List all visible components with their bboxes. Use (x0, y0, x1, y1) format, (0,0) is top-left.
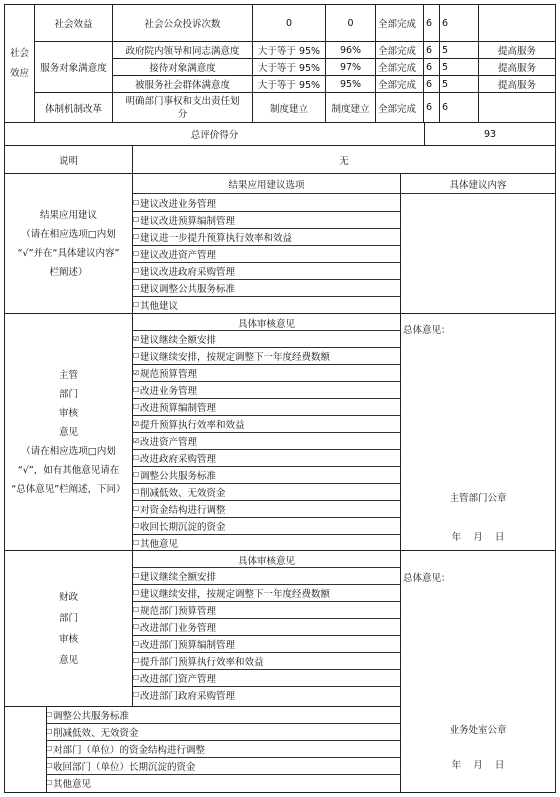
unchecked-box-icon[interactable]: ☐ (133, 401, 140, 412)
option-label: 规范预算管理 (140, 368, 198, 380)
unchecked-box-icon[interactable]: ☐ (133, 638, 140, 649)
weight-cell: 6 (423, 58, 440, 76)
checkbox-option[interactable] (133, 398, 400, 415)
checked-box-icon[interactable]: ☑ (133, 333, 140, 344)
score-cell: 5 (439, 41, 479, 59)
indicator-cell: 接待对象满意度 (112, 58, 253, 76)
checkbox-option[interactable] (133, 432, 400, 449)
unchecked-box-icon[interactable]: ☐ (133, 197, 140, 208)
dept-date: 年 月 日 (451, 532, 505, 543)
finance-bottom-left-blank (4, 706, 47, 793)
checkbox-option[interactable] (133, 669, 400, 686)
finance-side-label: 财政 部门 审核 意见 (4, 550, 133, 707)
target-cell: 大于等于 95% (252, 75, 326, 93)
indicator-cell: 社会公众投诉次数 (112, 4, 253, 42)
status-cell: 全部完成 (375, 75, 424, 93)
unchecked-box-icon[interactable]: ☐ (46, 777, 53, 788)
suggestion-content-header: 具体建议内容 (449, 180, 507, 191)
option-label: 建议继续安排，按规定调整下一年度经费数额 (140, 588, 331, 600)
unchecked-box-icon[interactable]: ☐ (133, 350, 140, 361)
unchecked-box-icon[interactable]: ☐ (133, 214, 140, 225)
unchecked-box-icon[interactable]: ☐ (133, 299, 140, 310)
total-score-value: 93 (424, 122, 556, 146)
unchecked-box-icon[interactable]: ☐ (133, 486, 140, 497)
checkbox-option[interactable] (133, 415, 400, 432)
unchecked-box-icon[interactable]: ☐ (133, 248, 140, 259)
option-label: 对部门（单位）的资金结构进行调整 (53, 744, 206, 756)
unchecked-box-icon[interactable]: ☐ (46, 709, 53, 720)
option-label: 改进业务管理 (140, 385, 198, 397)
unchecked-box-icon[interactable]: ☐ (133, 621, 140, 632)
finance-overall-label: 总体意见： (403, 573, 451, 584)
target-cell: 大于等于 95% (252, 58, 326, 76)
suggestion-side-label: 结果应用建议 （请在相应选项□内划 “√”并在“具体建议内容” 栏阐述） (4, 173, 133, 314)
reason-cell (478, 4, 556, 42)
option-label: 其他建议 (140, 300, 179, 312)
category-satisfaction: 服务对象满意度 (34, 41, 113, 93)
checkbox-option[interactable] (46, 774, 401, 791)
checkbox-option[interactable] (133, 364, 400, 381)
checkbox-option[interactable] (133, 517, 400, 534)
option-label: 改进部门资产管理 (140, 673, 217, 685)
checkbox-option[interactable] (133, 262, 400, 279)
weight-cell: 6 (423, 4, 440, 42)
option-label: 提升预算执行效率和效益 (140, 419, 245, 431)
option-label: 建议继续全额安排 (140, 571, 217, 583)
reason-cell: 提高服务 (478, 75, 556, 93)
option-label: 调整公共服务标准 (53, 710, 130, 722)
unchecked-box-icon[interactable]: ☐ (133, 604, 140, 615)
dept-stamp: 主管部门公章 (449, 493, 507, 504)
target-cell: 大于等于 95% (252, 41, 326, 59)
note-value: 无 (132, 145, 556, 174)
status-cell: 全部完成 (375, 4, 424, 42)
unchecked-box-icon[interactable]: ☐ (133, 265, 140, 276)
note-label: 说明 (4, 145, 133, 174)
finance-header: 具体审核意见 (237, 556, 295, 567)
option-label: 建议继续安排，按规定调整下一年度经费数额 (140, 351, 331, 363)
unchecked-box-icon[interactable]: ☐ (133, 570, 140, 581)
option-label: 改进部门政府采购管理 (140, 690, 236, 702)
checkbox-option[interactable] (133, 567, 400, 584)
option-label: 建议改进预算编制管理 (140, 215, 236, 227)
indicator-cell: 被服务社会群体满意度 (112, 75, 253, 93)
option-label: 对资金结构进行调整 (140, 504, 226, 516)
checkbox-option[interactable] (46, 757, 401, 774)
reason-cell: 提高服务 (478, 41, 556, 59)
checkbox-option[interactable] (133, 686, 400, 703)
checkbox-option[interactable] (133, 466, 400, 483)
group-label-social: 社会 效应 (4, 4, 35, 123)
unchecked-box-icon[interactable]: ☐ (133, 452, 140, 463)
checked-box-icon[interactable]: ☑ (133, 418, 140, 429)
score-cell: 5 (439, 75, 479, 93)
checkbox-option[interactable] (133, 534, 400, 551)
finance-date: 年 月 日 (451, 760, 505, 771)
weight-cell: 6 (423, 75, 440, 93)
option-label: 改进资产管理 (140, 436, 198, 448)
checked-box-icon[interactable]: ☑ (133, 367, 140, 378)
unchecked-box-icon[interactable]: ☐ (133, 384, 140, 395)
option-label: 改进预算编制管理 (140, 402, 217, 414)
checked-box-icon[interactable]: ☑ (133, 435, 140, 446)
option-label: 调整公共服务标准 (140, 470, 217, 482)
option-label: 收回部门（单位）长期沉淀的资金 (53, 761, 196, 773)
option-label: 建议改进业务管理 (140, 198, 217, 210)
checkbox-option[interactable] (133, 245, 400, 262)
checkbox-option[interactable] (46, 723, 401, 740)
option-label: 建议继续全额安排 (140, 334, 217, 346)
weight-cell: 6 (423, 92, 440, 123)
option-label: 建议调整公共服务标准 (140, 283, 236, 295)
option-label: 建议改进资产管理 (140, 249, 217, 261)
actual-cell: 0 (325, 4, 376, 42)
status-cell: 全部完成 (375, 41, 424, 59)
actual-cell: 96% (325, 41, 376, 59)
dept-side-label: 主管 部门 审核 意见 （请在相应选项□内划 “√”，如有其他意见请在 “总体意见”栏阐述，下同） (4, 313, 133, 551)
checkbox-option[interactable] (133, 500, 400, 517)
unchecked-box-icon[interactable]: ☐ (133, 537, 140, 548)
unchecked-box-icon[interactable]: ☐ (46, 743, 53, 754)
option-label: 收回长期沉淀的资金 (140, 521, 226, 533)
unchecked-box-icon[interactable]: ☐ (133, 689, 140, 700)
checkbox-option[interactable] (133, 584, 400, 601)
option-label: 削减低效、无效资金 (53, 727, 139, 739)
indicator-cell: 政府院内领导和同志满意度 (112, 41, 253, 59)
category-social-benefit: 社会效益 (34, 4, 113, 42)
option-label: 提升部门预算执行效率和效益 (140, 656, 264, 668)
option-label: 改进政府采购管理 (140, 453, 217, 465)
checkbox-option[interactable] (133, 635, 400, 652)
unchecked-box-icon[interactable]: ☐ (133, 503, 140, 514)
checkbox-option[interactable] (133, 211, 400, 228)
weight-cell: 6 (423, 41, 440, 59)
checkbox-option[interactable] (133, 618, 400, 635)
checkbox-option[interactable] (133, 194, 400, 211)
checkbox-option[interactable] (133, 296, 400, 313)
checkbox-option[interactable] (133, 449, 400, 466)
actual-cell: 制度建立 (325, 92, 376, 123)
option-label: 其他意见 (140, 538, 179, 550)
option-label: 建议改进政府采购管理 (140, 266, 236, 278)
checkbox-option[interactable] (133, 330, 400, 347)
checkbox-option[interactable] (133, 228, 400, 245)
unchecked-box-icon[interactable]: ☐ (133, 231, 140, 242)
reason-cell (478, 92, 556, 123)
dept-overall-label: 总体意见： (403, 325, 451, 336)
score-cell: 6 (439, 4, 479, 42)
status-cell: 全部完成 (375, 58, 424, 76)
score-cell: 6 (439, 92, 479, 123)
status-cell: 全部完成 (375, 92, 424, 123)
option-label: 规范部门预算管理 (140, 605, 217, 617)
dept-header: 具体审核意见 (237, 319, 295, 330)
unchecked-box-icon[interactable]: ☐ (133, 655, 140, 666)
suggestion-content-box (400, 173, 556, 314)
option-label: 其他意见 (53, 778, 92, 790)
suggestion-options-header: 结果应用建议选项 (228, 180, 305, 191)
option-label: 削减低效、无效资金 (140, 487, 226, 499)
checkbox-option[interactable] (133, 601, 400, 618)
checkbox-option[interactable] (133, 279, 400, 296)
reason-cell: 提高服务 (478, 58, 556, 76)
checkbox-option[interactable] (46, 706, 401, 723)
finance-stamp: 业务处室公章 (449, 725, 507, 736)
category-institution-reform: 体制机制改革 (34, 92, 113, 123)
unchecked-box-icon[interactable]: ☐ (133, 672, 140, 683)
unchecked-box-icon[interactable]: ☐ (133, 520, 140, 531)
option-label: 改进部门预算编制管理 (140, 639, 236, 651)
option-label: 改进部门业务管理 (140, 622, 217, 634)
score-cell: 5 (439, 58, 479, 76)
unchecked-box-icon[interactable]: ☐ (46, 726, 53, 737)
unchecked-box-icon[interactable]: ☐ (133, 469, 140, 480)
indicator-cell: 明确部门事权和支出责任划 分 (112, 92, 253, 123)
checkbox-option[interactable] (133, 381, 400, 398)
checkbox-option[interactable] (46, 740, 401, 757)
dept-overall-box (400, 313, 556, 551)
checkbox-option[interactable] (133, 652, 400, 669)
option-label: 建议进一步提升预算执行效率和效益 (140, 232, 293, 244)
unchecked-box-icon[interactable]: ☐ (133, 587, 140, 598)
target-cell: 0 (252, 4, 326, 42)
unchecked-box-icon[interactable]: ☐ (46, 760, 53, 771)
checkbox-option[interactable] (133, 347, 400, 364)
actual-cell: 95% (325, 75, 376, 93)
unchecked-box-icon[interactable]: ☐ (133, 282, 140, 293)
actual-cell: 97% (325, 58, 376, 76)
target-cell: 制度建立 (252, 92, 326, 123)
total-score-label: 总评价得分 (4, 122, 425, 146)
checkbox-option[interactable] (133, 483, 400, 500)
